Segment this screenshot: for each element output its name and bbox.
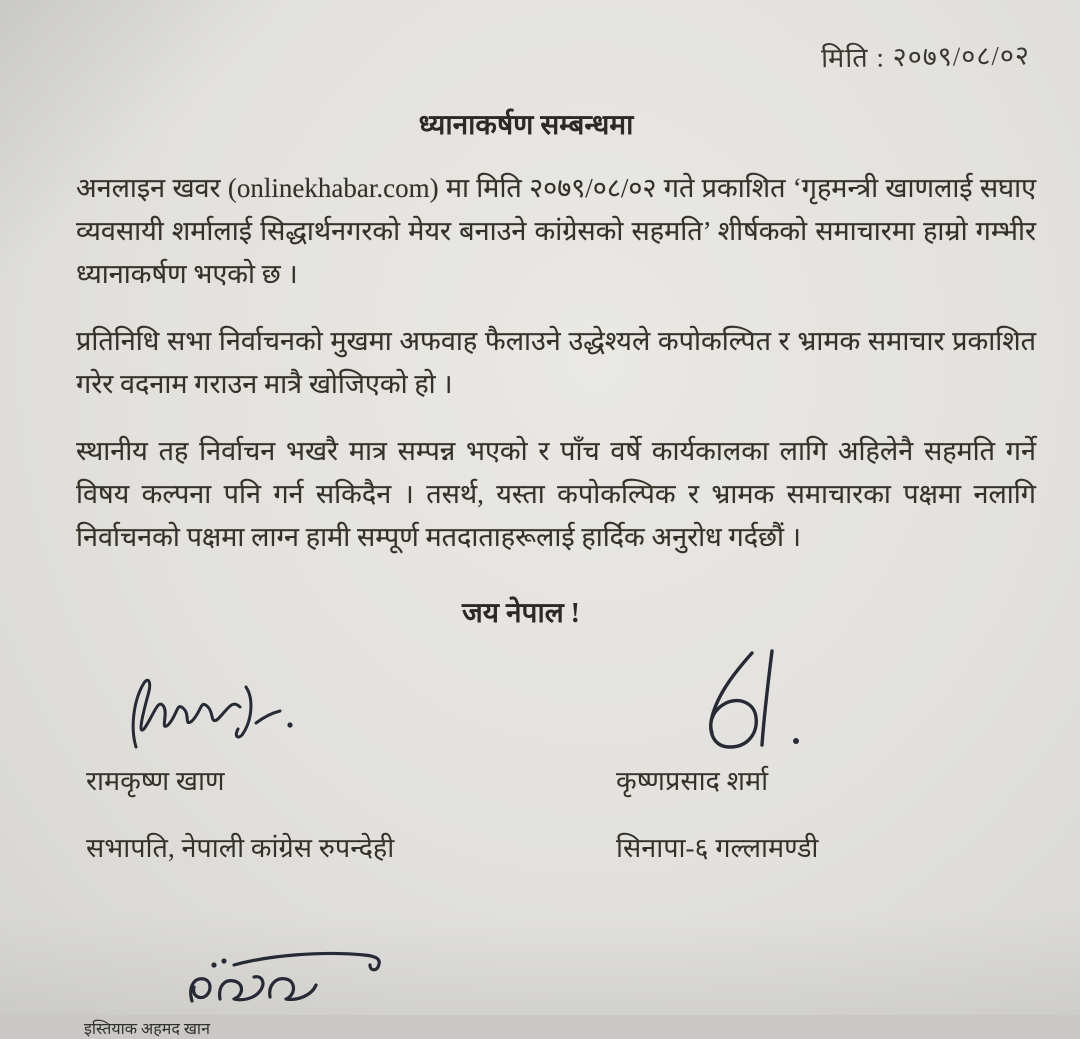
signatory-block-right xyxy=(616,649,826,865)
date-line: मिति : २०७९/०८/०२ xyxy=(820,40,1031,74)
signatory-title: सिनापा-६ गल्लामण्डी xyxy=(616,833,819,863)
document-title: ध्यानाकर्षण सम्बन्धमा xyxy=(418,110,634,141)
signature-row xyxy=(76,649,1036,909)
closing-salutation: जय नेपाल ! xyxy=(461,598,581,629)
handwritten-signature-icon xyxy=(656,649,826,761)
paragraph-3: स्थानीय तह निर्वाचन भखरै मात्र सम्पन्न भएको र पाँच वर्षे कार्यकालका लागि अहिलेनै सहमति गर्ने विषय कल्पना पनि गर्न सकिदैन । तसर्थ, यस्ता कपोकल्पिक र भ्रामक समाचारका पक्षमा नलागि निर्वाचनको पक्षमा लाग्न हामी सम्पूर्ण मतदाताहरूलाई हार्दिक अनुरोध गर्दछौं । xyxy=(76,436,1036,552)
signatory-block-left xyxy=(86,669,394,865)
signatory-name: इस्तियाक अहमद खान xyxy=(84,1021,210,1038)
handwritten-signature-icon xyxy=(114,669,304,761)
signatory-name: रामकृष्ण खाण xyxy=(86,766,225,796)
paragraph-2: प्रतिनिधि सभा निर्वाचनको मुखमा अफवाह फैलाउने उद्धेश्यले कपोकल्पित र भ्रामक समाचार प्रकाशित गरेर वदनाम गराउन मात्रै खोजिएको हो । xyxy=(76,326,1036,399)
paragraph-1: अनलाइन खवर (onlinekhabar.com) मा मिति २०७९/०८/०२ गते प्रकाशित ‘गृहमन्त्री खाणलाई सघाए व्यवसायी शर्मालाई सिद्धार्थनगरको मेयर बनाउने कांग्रेसको सहमति’ शीर्षकको समाचारमा हाम्रो गम्भीर ध्यानाकर्षण भएको छ । xyxy=(76,173,1036,289)
signatory-title: सभापति, नेपाली कांग्रेस रुपन्देही xyxy=(86,833,395,863)
signatory-name: कृष्णप्रसाद शर्मा xyxy=(616,766,769,796)
handwritten-signature-icon xyxy=(174,943,404,1017)
signatory-block-bottom xyxy=(84,943,1036,1039)
